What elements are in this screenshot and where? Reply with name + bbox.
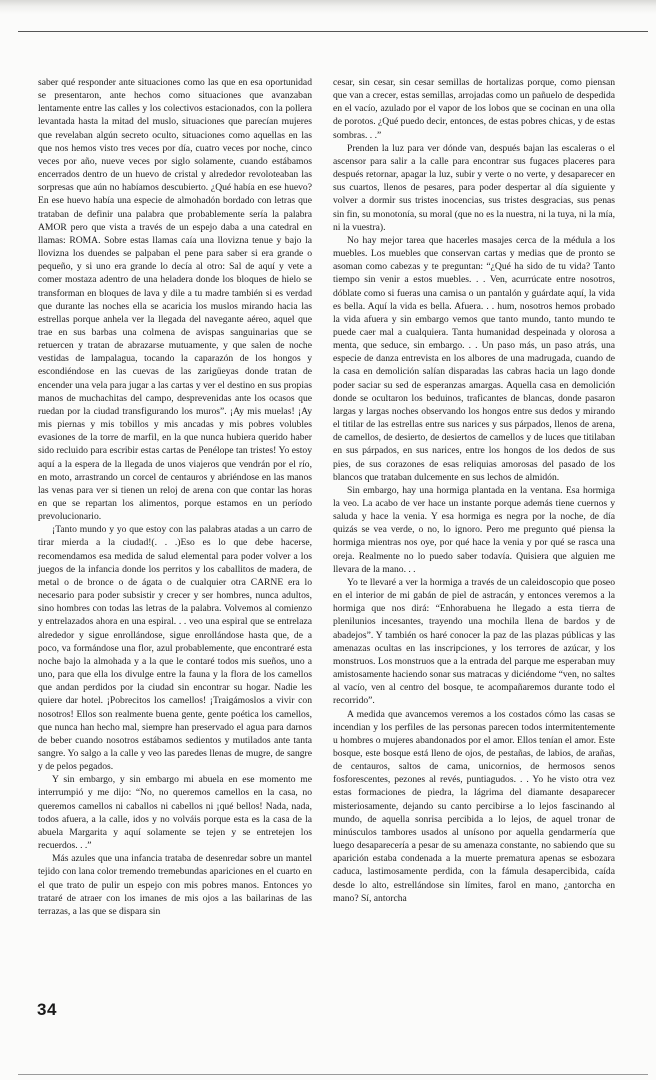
paragraph: cesar, sin cesar, sin cesar semillas de hortalizas porque, como piensan que van a crecer, estas semillas, arrojadas como un pañuelo de despedida en el vacío, azulado por el vapor de los lobos que se cocinan en una olla de porotos. ¿Qué puedo decir, entonces, de estas pobres chicas, y de estas sombras. . .” (333, 77, 616, 141)
paragraph: Sin embargo, hay una hormiga plantada en la ventana. Esa hormiga la veo. La acabo de ver hace un instante porque además tiene cuernos y saluda y hace la venia. Y esa hormiga es negra por la noche, de día quizás se vea verde, o no, lo ignoro. Pero me pregunto qué piensa la hormiga mientras nos oye, por qué hace la venia y por qué se rasca una oreja. Realmente no lo puedo saber todavía. Quisiera que alguien me llevara de la mano. . . (333, 484, 615, 575)
paragraph: Más azules que una infancia trataba de desenredar sobre un mantel tejido con lana color tremendo tremebundas apariciones en el cuarto en el que trato de pulir un espejo con mis pobres manos. Entonces yo trataré de atraer con los imanes de mis ojos a las bailarinas de las terrazas, a las que se dispara sin (38, 853, 312, 917)
paragraph: A medida que avancemos veremos a los costados cómo las casas se incendian y los perfiles de las personas parecen todos intermitentemente u hombres o mujeres abandonados por el amor. Ellos tenían el amor. Este bosque, este bosque está lleno de ojos, de pestañas, de labios, de arañas, de centauros, saltos de cama, unicornios, de hermosos senos fosforescentes, pezones al revés, puntiagudos. . . Yo he visto otra vez estas formaciones de piedra, la lágrima del diamante desaparecer misteriosamente, dejando su canto percibirse a lo lejos fascinando al mundo, de aquella sonrisa percibida a lo lejos, de aquel tronar de minúsculos tambores usados al unísono por aquella gendarmería que luego desaparecería a pesar de su amenaza constante, no sabiendo que su aparición estaba condenada a la muerte prematura apenas se esbozara caduca, lastimosamente perdida, con la fámula desapercibida, caída desde lo alto, estrellándose sin límites, farol en mano, ¿antorcha en mano? Sí, antorcha (333, 708, 615, 904)
scan-edge-shading (0, 0, 656, 14)
page-number: 34 (37, 1000, 57, 1019)
paragraph: Prenden la luz para ver dónde van, después bajan las escaleras o el ascensor para salir a la calle para encontrar sus fugaces placeres para después retornar, apagar la luz, subir y verte o no verte, y desaparecer en sus cuartos, llenos de pesares, para poder despertar al día siguiente y volver a dormir sus tristes inocencias, sus tristes desgracias, sus penas sin fin, su monotonía, su moral (que no es la nuestra, ni la tuya, ni la mía, ni la vuestra). (333, 142, 615, 233)
paragraph: ¡Tanto mundo y yo que estoy con las palabras atadas a un carro de tirar mierda a la ciudad!(. . .)Eso es lo que debe hacerse, recomendamos esa medida de salud elemental para poder volver a los juegos de la infancia donde los perritos y los caballitos de madera, de metal o de bronce o de ágata o de cualquier otra CARNE era lo necesario para poder subsistir y crecer y ser hombres, nunca adultos, sino hombres con todas las letras de la palabra. Volvemos al comienzo y entrelazados ahora en una espiral. . . veo una espiral que se entrelaza alrededor y sigue enrollándose, sigue enrollándose hasta que, de a poco, va formándose una flor, azul probablemente, que encontraré esta noche bajo la almohada y a la que le contaré todos mis sueños, uno a uno, para que ella los divulge entre la fauna y la flora de los camellos que andan perdidos por la ciudad sin encontrar su hogar. Nadie les quiere dar hotel. ¡Pobrecitos los camellos! ¡Traigámoslos a vivir con nosotros! Ellos son realmente buena gente, gente poética los camellos, que nunca han hecho mal, siempre han preservado el agua para darnos de beber cuando nosotros estábamos sedientos y mutilados ante tanta sangre. Yo salgo a la calle y veo las paredes llenas de mugre, de sangre y de pelos pegados. (38, 524, 312, 773)
left-text-column (38, 76, 312, 918)
header-rule (18, 31, 648, 32)
paragraph: saber qué responder ante situaciones como las que en esa oportunidad se presentaron, ante hechos como situaciones que avanzaban lentamente entre las calles y los colectivos estacionados, con la pollera levantada hasta la mitad del muslo, situaciones que parecían mujeres que revelaban algún secreto oculto, situaciones como aquellas en las que nos hemos visto tres veces por día, cuatro veces por noche, cinco veces por año, nueve veces por siglo solamente, cuando estábamos encerrados dentro de un huevo de cristal y alrededor revoloteaban las sorpresas que aún no habíamos descubierto. ¿Qué había en ese huevo? En ese huevo había una especie de almohadón bordado con letras que trataban de definir una palabra que probablemente sería la palabra AMOR pero que vista a través de un espejo daba a una catedral en llamas: ROMA. Sobre estas llamas caía una llovizna tenue y bajo la llovizna los duendes se palpaban el pene para saber si era grande o pequeño, y si uno era grande lo decía al otro: Sal de aquí y vete a comer mostaza adentro de una heladera donde los bloques de hielo se transforman en bloques de lava y dile a tu madre también si es verdad que durante las noches ella se acaricia los muslos mirando hacia las estrellas porque anhela ver la llegada del navegante aéreo, aquel que trae en sus barbas una colmena de avispas sanguinarias que se retuercen y tratan de abrazarse mutuamente, y que salen de noche vestidas de lampalagua, tocando la caparazón de los hongos y escondiéndose en las cuevas de las zarigüeyas donde tratan de encender una vela para jugar a las cartas y ver el destino en sus propias manos de muchachitas del campo, desprevenidas ante los ocasos que ruedan por la ciudad transfigurando los muros”. ¡Ay mis muelas! ¡Ay mis piernas y mis tobillos y mis ancadas y mis pobres volubles evasiones de la torre de marfil, en la que nunca hubiera querido haber sido recluido para escribir estas cartas de Penélope tan tristes! Yo estoy aquí a la espera de la llegada de unos viajeros que vendrán por el río, en moto, arrastrando un corcel de centauros y abriéndose en las manos las venas para ver si tienen un reloj de arena con que contar las horas en que se repartan los alimentos, porque estamos en un período prevolucionario. (38, 77, 312, 523)
paragraph: Yo te llevaré a ver la hormiga a través de un caleidoscopio que poseo en el interior de mi gabán de piel de astracán, y entonces veremos a la hormiga que nos dirá: “Enhorabuena he llegado a esta tierra de plenilunios incesantes, trayendo una mochila llena de bardos y de abadejos”. Y también os haré conocer la paz de las plazas públicas y las amenazas ocultas en las inscripciones, y los terrores de azúcar, y los monstruos. Los monstruos que a la entrada del parque me esperaban muy amistosamente haciendo sonar sus matracas y diciéndome “ven, no saltes al vacío, ven al centro del bosque, te acompañaremos durante todo el recorrido”. (333, 576, 615, 707)
right-text-column (333, 76, 615, 905)
paragraph: Y sin embargo, y sin embargo mi abuela en ese momento me interrumpió y me dijo: “No, no queremos camellos en la casa, no queremos camellos ni caballos ni cabellos ni ¡qué bellos! Nada, nada, todos afuera, a la calle, idos y no volváis porque esta es la casa de la abuela Margarita y aquí solamente se tejen y se entretejen los recuerdos. . .” (38, 774, 312, 852)
paragraph: No hay mejor tarea que hacerles masajes cerca de la médula a los muebles. Los muebles que conservan cartas y medias que de pronto se asoman como cabezas y te preguntan: “¿Qué ha sido de tu vida? Tanto tiempo sin venir a estos muebles. . . Ven, acurrúcate entre nosotros, dóblate como si fueras una camisa o un pantalón y guárdate aquí, la vida es bella. Aquí la vida es bella. Afuera. . . hum, nosotros hemos probado la vida afuera y sin embargo vemos que tanto mundo, tanto mundo te puede caer mal a cualquiera. Tanta humanidad despeinada y olorosa a menta, que seduce, sin embargo. . . Un paso más, un paso atrás, una especie de danza entrevista en los albores de una madrugada, cuando de la casa en demolición salían disparadas las cabras hacia un lago donde poder saciar su sed de esperanzas amargas. Aquella casa en demolición donde se ocultaron los beduinos, traficantes de blancas, donde pasaron largas y largas noches observando los hongos entre sus dedos y mirando el titilar de las estrellas entre sus narices y sus párpados, llenos de arena, de camellos, de desierto, de desiertos de camellos y de luces que titilaban en sus párpados, en sus narices, entre los hongos de los dedos de sus pies, de sus corazones de esas reliquias amorosas del pasado de los blancos que trataban dulcemente en sus lechos de almidón. (333, 234, 615, 483)
footer-rule (18, 1074, 648, 1075)
